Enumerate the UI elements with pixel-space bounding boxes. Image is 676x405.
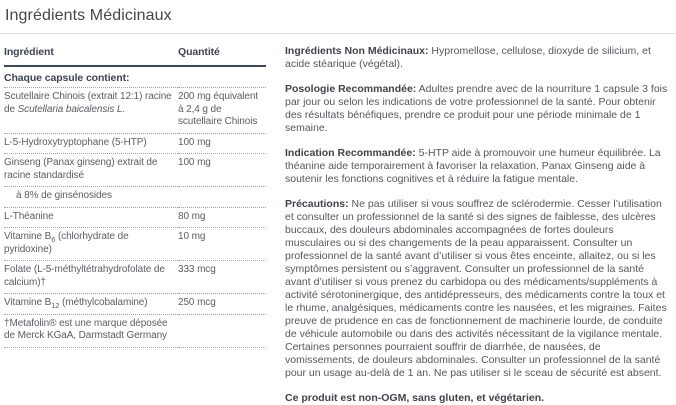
info-paragraph: Posologie Recommandée: Adultes prendre avec de la nourriture 1 capsule 3 fois par jour ou selon les indications de votre professionnel de la santé. Pour obtenir des résultats bénéfiques, prendre ce produit pour une période minimale de 1 semaine.	[285, 83, 668, 134]
ingredient-text: à 8% de ginsénosides	[16, 190, 112, 201]
section-label: Précautions:	[285, 198, 349, 210]
section-label: Posologie Recommandée:	[285, 83, 417, 95]
info-paragraph: Ce produit est non-OGM, sans gluten, et végétarien.	[285, 392, 545, 404]
quantity-cell	[178, 187, 266, 208]
table-row	[4, 133, 266, 154]
table-row	[4, 228, 266, 261]
info-paragraph: Ingrédients Non Médicinaux: Hypromellose, cellulose, dioxyde de silicium, et acide stéarique (végétal).	[285, 45, 651, 70]
ingredient-text: Scutellaire Chinois (extrait 12:1) racine de	[4, 91, 172, 115]
group-header-row	[4, 66, 266, 88]
title-divider	[0, 33, 676, 34]
ingredient-text: L-Théanine	[4, 210, 54, 222]
table-row	[4, 314, 266, 347]
ingredient-cell	[4, 154, 178, 187]
ingredient-cell	[4, 133, 178, 154]
column-header-ingredient: Ingrédient	[4, 45, 178, 66]
ingredient-text: Scutellaria baicalensis L.	[17, 103, 126, 115]
ingredient-text: Ginseng (Panax ginseng) extrait de racine standardisé	[4, 157, 158, 181]
ingredient-text: Vitamine B	[4, 231, 52, 242]
ingredient-cell	[4, 207, 178, 228]
ingredient-cell	[4, 261, 178, 294]
table-header	[4, 45, 266, 66]
section-label: Indication Recommandée:	[285, 147, 416, 159]
quantity-cell	[178, 314, 266, 347]
table-row	[4, 207, 266, 228]
info-sections	[285, 45, 671, 405]
ingredients-table	[4, 45, 266, 348]
ingredients-table-container	[4, 45, 266, 348]
quantity-cell: 100 mg	[178, 133, 266, 154]
table-row	[4, 261, 266, 294]
table-body	[4, 88, 266, 348]
ingredient-text: (chlorhydrate de pyridoxine)	[4, 231, 129, 255]
ingredient-text: 12	[51, 301, 60, 310]
quantity-cell: 250 mcg	[178, 294, 266, 315]
ingredient-text: Vitamine B	[4, 297, 52, 308]
section-label: Ingrédients Non Médicinaux:	[285, 45, 429, 57]
info-paragraph: Précautions: Ne pas utiliser si vous souffrez de sclérodermie. Cesser l’utilisation et consulter un professionnel de la santé si des signes de faiblesse, des ulcères buccaux, des douleurs abdominales accompagnées de fortes douleurs musculaires ou si des changements de la peau apparaissent. Consulter un professionnel de la santé avant d’utiliser si vous êtes enceinte, allaitez, ou si les symptômes persistent ou s’aggravent. Consulter un professionnel de la santé avant d’utiliser si vous prenez du carbidopa ou des médicaments/suppléments à activité sérotoninergique, des antidépresseurs, des médicaments contre la toux et le rhume, analgésiques, médicaments contre les nausées, et les migraines. Faites preuve de prudence en cas de fonctionnement de machinerie lourde, de conduite de véhicule automobile ou dans des activités nécessitant de la vigilance mentale. Certaines personnes pourraient souffrir de diarrhée, de nausées, de vomissements, de douleurs abdominales. Consulter un professionnel de la santé pour un usage au-delà de 1 an. Ne pas utiliser si le sceau de sécurité est absent.	[285, 198, 667, 379]
quantity-cell: 100 mg	[178, 154, 266, 187]
ingredient-cell	[4, 294, 178, 315]
info-paragraph: Indication Recommandée: 5-HTP aide à promouvoir une humeur équilibrée. La théanine aide temporairement à favoriser la relaxation. Panax Ginseng aide à soutenir les fonctions cognitives et à réduire la fatigue mentale.	[285, 147, 661, 185]
ingredient-text: †Metafolin® est une marque déposée de Merck KGaA, Darmstadt Germany	[4, 317, 168, 341]
ingredient-cell	[4, 88, 178, 134]
quantity-cell: 10 mg	[178, 228, 266, 261]
quantity-cell: 80 mg	[178, 207, 266, 228]
table-row	[4, 154, 266, 187]
ingredient-text: L-5-Hydroxytryptophane (5-HTP)	[4, 136, 147, 148]
table-row	[4, 294, 266, 315]
ingredient-cell	[4, 187, 178, 208]
ingredient-text: (méthylcobalamine)	[59, 297, 148, 308]
table-row	[4, 88, 266, 134]
page-title: Ingrédients Médicinaux	[5, 7, 172, 24]
ingredient-cell	[4, 228, 178, 261]
ingredient-text: 6	[51, 235, 56, 244]
table-row	[4, 187, 266, 208]
quantity-cell: 200 mg équivalent à 2,4 g de scutellaire Chinois	[178, 88, 266, 134]
ingredient-cell	[4, 314, 178, 347]
group-header: Chaque capsule contient:	[4, 66, 266, 88]
ingredient-text: Folate (L-5-méthyltétrahydrofolate de calcium)†	[4, 264, 165, 288]
column-header-quantity: Quantité	[178, 45, 266, 66]
quantity-cell: 333 mcg	[178, 261, 266, 294]
content-columns	[0, 45, 676, 405]
